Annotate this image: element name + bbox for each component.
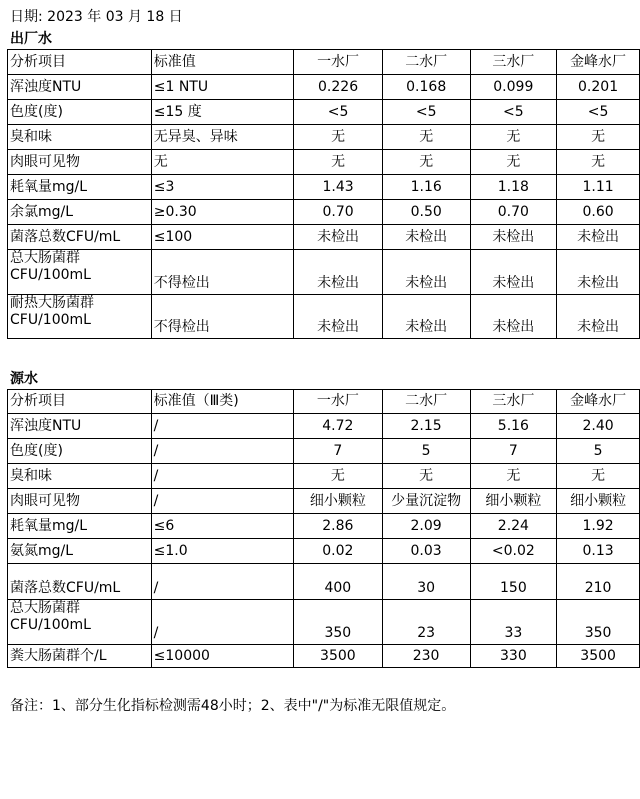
value-cell: 未检出 [382, 225, 470, 250]
value-cell: 2.15 [382, 414, 470, 439]
table-row [8, 414, 640, 439]
item-unit: CFU/100mL [10, 312, 91, 328]
value-cell: 未检出 [382, 295, 470, 339]
value-cell: 0.13 [557, 539, 640, 564]
standard-cell: / [151, 464, 293, 489]
value-cell: 细小颗粒 [557, 489, 640, 514]
value-cell: 210 [557, 564, 640, 600]
standard-cell: ≤10000 [151, 645, 293, 668]
standard-cell: ≤1 NTU [151, 75, 294, 100]
standard-cell: / [151, 414, 293, 439]
value-cell: 无 [382, 125, 470, 150]
header-cell: 三水厂 [470, 50, 557, 75]
value-cell: 1.11 [557, 175, 640, 200]
table-header-row [8, 390, 640, 414]
value-cell: 3500 [557, 645, 640, 668]
footnote: 备注：1、部分生化指标检测需48小时；2、表中"/"为标准无限值规定。 [10, 698, 456, 714]
item-cell: 色度(度) [8, 100, 152, 125]
header-cell: 金峰水厂 [557, 50, 640, 75]
item-cell: 臭和味 [8, 464, 152, 489]
item-cell: 菌落总数CFU/mL [8, 225, 152, 250]
standard-cell: / [151, 564, 293, 600]
value-cell: 23 [382, 600, 470, 645]
header-cell: 分析项目 [8, 50, 152, 75]
table-row [8, 464, 640, 489]
standard-cell: 无异臭、异味 [151, 125, 294, 150]
value-cell: 未检出 [294, 250, 383, 295]
value-cell: 0.70 [470, 200, 557, 225]
value-cell: 无 [294, 125, 383, 150]
value-cell: 2.24 [470, 514, 557, 539]
header-cell: 二水厂 [382, 390, 470, 414]
table-row [8, 645, 640, 668]
header-cell: 二水厂 [382, 50, 470, 75]
source-water-table [7, 389, 640, 668]
table-row [8, 125, 640, 150]
value-cell: 1.16 [382, 175, 470, 200]
value-cell: 1.92 [557, 514, 640, 539]
value-cell: 0.50 [382, 200, 470, 225]
value-cell: 350 [557, 600, 640, 645]
item-cell [8, 250, 152, 295]
table-row [8, 564, 640, 600]
standard-cell: ≤15 度 [151, 100, 294, 125]
item-unit: CFU/100mL [10, 267, 91, 283]
value-cell: 0.099 [470, 75, 557, 100]
source-water-title: 源水 [10, 371, 38, 387]
value-cell: 5 [382, 439, 470, 464]
value-cell: 4.72 [294, 414, 383, 439]
outlet-water-table [7, 49, 640, 339]
item-name: 总大肠菌群 [10, 600, 80, 616]
value-cell: 2.09 [382, 514, 470, 539]
value-cell: 少量沉淀物 [382, 489, 470, 514]
table-row [8, 150, 640, 175]
header-cell: 分析项目 [8, 390, 152, 414]
value-cell: 无 [294, 150, 383, 175]
standard-cell: ≤100 [151, 225, 294, 250]
item-cell: 肉眼可见物 [8, 150, 152, 175]
header-cell: 三水厂 [470, 390, 557, 414]
value-cell: 未检出 [470, 225, 557, 250]
value-cell: 7 [294, 439, 383, 464]
value-cell: 5 [557, 439, 640, 464]
value-cell: 350 [294, 600, 383, 645]
standard-cell: 无 [151, 150, 294, 175]
value-cell: 无 [470, 125, 557, 150]
table-row [8, 175, 640, 200]
table-row [8, 600, 640, 645]
item-cell: 耗氧量mg/L [8, 514, 152, 539]
standard-cell: ≤6 [151, 514, 293, 539]
table-row [8, 225, 640, 250]
table-row [8, 100, 640, 125]
value-cell: 无 [382, 150, 470, 175]
standard-cell: / [151, 489, 293, 514]
standard-cell: ≥0.30 [151, 200, 294, 225]
standard-cell: ≤1.0 [151, 539, 293, 564]
value-cell: 2.86 [294, 514, 383, 539]
header-cell: 金峰水厂 [557, 390, 640, 414]
value-cell: 未检出 [470, 250, 557, 295]
report-date: 日期: 2023 年 03 月 18 日 [10, 9, 183, 25]
standard-cell: 不得检出 [151, 295, 294, 339]
standard-cell: ≤3 [151, 175, 294, 200]
header-cell: 标准值（Ⅲ类) [151, 390, 293, 414]
item-cell: 氨氮mg/L [8, 539, 152, 564]
value-cell: <5 [470, 100, 557, 125]
standard-cell: / [151, 439, 293, 464]
item-name: 耐热大肠菌群 [10, 295, 94, 311]
value-cell: 未检出 [470, 295, 557, 339]
item-cell: 臭和味 [8, 125, 152, 150]
value-cell: 0.201 [557, 75, 640, 100]
value-cell: 0.02 [294, 539, 383, 564]
value-cell: 0.168 [382, 75, 470, 100]
value-cell: 30 [382, 564, 470, 600]
value-cell: 330 [470, 645, 557, 668]
value-cell: <5 [557, 100, 640, 125]
value-cell: 无 [470, 464, 557, 489]
item-unit: CFU/100mL [10, 617, 91, 633]
table-row [8, 250, 640, 295]
item-name: 总大肠菌群 [10, 250, 80, 266]
value-cell: 0.60 [557, 200, 640, 225]
value-cell: 细小颗粒 [470, 489, 557, 514]
value-cell: 无 [557, 125, 640, 150]
standard-cell: / [151, 600, 293, 645]
value-cell: 33 [470, 600, 557, 645]
table-row [8, 295, 640, 339]
table-row [8, 200, 640, 225]
value-cell: <5 [294, 100, 383, 125]
value-cell: 未检出 [557, 225, 640, 250]
value-cell: 3500 [294, 645, 383, 668]
table-header-row [8, 50, 640, 75]
item-cell: 浑浊度NTU [8, 75, 152, 100]
value-cell: 无 [382, 464, 470, 489]
value-cell: 未检出 [382, 250, 470, 295]
standard-cell: 不得检出 [151, 250, 294, 295]
table-row [8, 439, 640, 464]
value-cell: 0.03 [382, 539, 470, 564]
value-cell: 无 [557, 150, 640, 175]
value-cell: 无 [294, 464, 383, 489]
value-cell: <0.02 [470, 539, 557, 564]
item-cell: 肉眼可见物 [8, 489, 152, 514]
value-cell: 未检出 [557, 250, 640, 295]
value-cell: 400 [294, 564, 383, 600]
value-cell: 未检出 [557, 295, 640, 339]
value-cell: 未检出 [294, 295, 383, 339]
item-cell: 菌落总数CFU/mL [8, 564, 152, 600]
item-cell: 余氯mg/L [8, 200, 152, 225]
item-cell [8, 600, 152, 645]
value-cell: 无 [470, 150, 557, 175]
value-cell: 无 [557, 464, 640, 489]
value-cell: 2.40 [557, 414, 640, 439]
item-cell: 色度(度) [8, 439, 152, 464]
item-cell: 粪大肠菌群个/L [8, 645, 152, 668]
item-cell: 耗氧量mg/L [8, 175, 152, 200]
header-cell: 一水厂 [294, 50, 383, 75]
value-cell: 230 [382, 645, 470, 668]
value-cell: 0.226 [294, 75, 383, 100]
table-row [8, 539, 640, 564]
value-cell: 150 [470, 564, 557, 600]
header-cell: 标准值 [151, 50, 294, 75]
table-row [8, 489, 640, 514]
table-row [8, 75, 640, 100]
header-cell: 一水厂 [294, 390, 383, 414]
item-cell: 浑浊度NTU [8, 414, 152, 439]
outlet-water-title: 出厂水 [10, 31, 52, 47]
value-cell: 5.16 [470, 414, 557, 439]
value-cell: 未检出 [294, 225, 383, 250]
value-cell: 1.18 [470, 175, 557, 200]
value-cell: <5 [382, 100, 470, 125]
value-cell: 1.43 [294, 175, 383, 200]
value-cell: 细小颗粒 [294, 489, 383, 514]
value-cell: 0.70 [294, 200, 383, 225]
item-cell [8, 295, 152, 339]
value-cell: 7 [470, 439, 557, 464]
table-row [8, 514, 640, 539]
